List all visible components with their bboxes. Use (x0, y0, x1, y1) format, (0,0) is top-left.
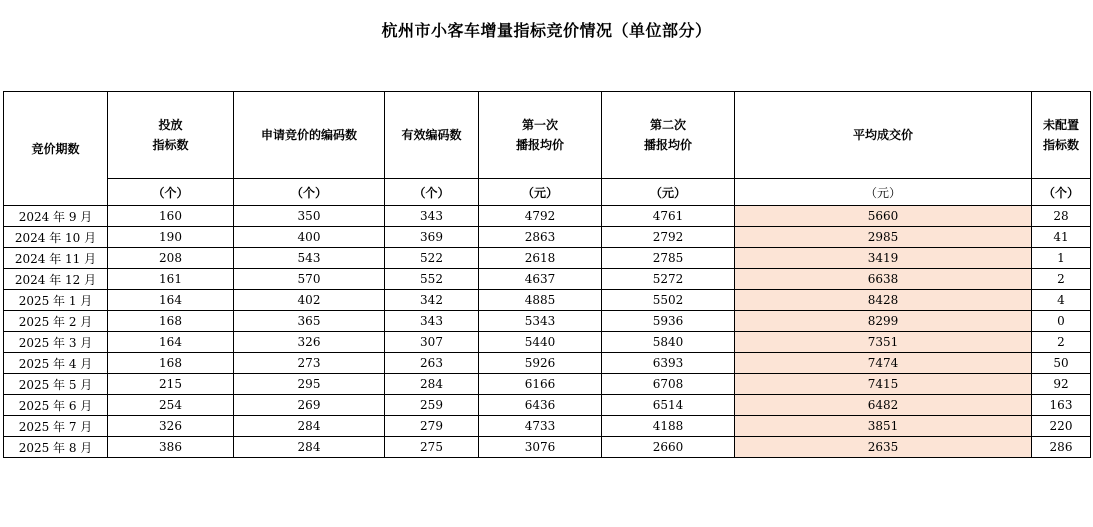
page-title: 杭州市小客车增量指标竞价情况（单位部分） (381, 21, 712, 40)
table-row (4, 353, 1091, 374)
cell-second-avg: 2785 (602, 248, 735, 269)
cell-period: 2025 年 2 月 (4, 311, 108, 332)
cell-period: 2024 年 10 月 (4, 227, 108, 248)
cell-first-avg: 4733 (479, 416, 602, 437)
cell-period: 2024 年 12 月 (4, 269, 108, 290)
cell-valid: 342 (385, 290, 479, 311)
cell-valid: 552 (385, 269, 479, 290)
table-body (4, 206, 1091, 458)
cell-unallocated: 1 (1032, 248, 1091, 269)
cell-unallocated: 2 (1032, 332, 1091, 353)
cell-avg-price: 7415 (735, 374, 1032, 395)
cell-second-avg: 4188 (602, 416, 735, 437)
table-row (4, 374, 1091, 395)
cell-valid: 263 (385, 353, 479, 374)
cell-quota: 386 (108, 437, 234, 458)
cell-avg-price: 8428 (735, 290, 1032, 311)
cell-first-avg: 6436 (479, 395, 602, 416)
cell-second-avg: 5272 (602, 269, 735, 290)
cell-avg-price: 8299 (735, 311, 1032, 332)
cell-valid: 522 (385, 248, 479, 269)
cell-avg-price: 3851 (735, 416, 1032, 437)
cell-second-avg: 5936 (602, 311, 735, 332)
cell-applied: 284 (234, 437, 385, 458)
table-row (4, 206, 1091, 227)
cell-valid: 284 (385, 374, 479, 395)
cell-applied: 570 (234, 269, 385, 290)
cell-second-avg: 6514 (602, 395, 735, 416)
cell-period: 2024 年 11 月 (4, 248, 108, 269)
cell-period: 2025 年 1 月 (4, 290, 108, 311)
cell-second-avg: 5502 (602, 290, 735, 311)
header-avg-price: 平均成交价 (735, 92, 1032, 179)
cell-period: 2025 年 6 月 (4, 395, 108, 416)
cell-quota: 254 (108, 395, 234, 416)
unit-avg-price: （元） (735, 179, 1032, 206)
cell-unallocated: 41 (1032, 227, 1091, 248)
cell-first-avg: 4885 (479, 290, 602, 311)
table-row (4, 416, 1091, 437)
cell-second-avg: 6393 (602, 353, 735, 374)
cell-unallocated: 92 (1032, 374, 1091, 395)
cell-period: 2025 年 4 月 (4, 353, 108, 374)
cell-second-avg: 6708 (602, 374, 735, 395)
cell-applied: 543 (234, 248, 385, 269)
cell-quota: 164 (108, 332, 234, 353)
header-period: 竞价期数 (4, 92, 108, 206)
unit-valid: （个） (385, 179, 479, 206)
cell-quota: 168 (108, 353, 234, 374)
unit-quota: （个） (108, 179, 234, 206)
cell-applied: 284 (234, 416, 385, 437)
cell-first-avg: 5440 (479, 332, 602, 353)
cell-valid: 343 (385, 311, 479, 332)
cell-applied: 295 (234, 374, 385, 395)
header-row (4, 92, 1091, 179)
table-row (4, 332, 1091, 353)
header-applied: 申请竞价的编码数 (234, 92, 385, 179)
cell-unallocated: 28 (1032, 206, 1091, 227)
cell-valid: 259 (385, 395, 479, 416)
cell-valid: 343 (385, 206, 479, 227)
cell-applied: 400 (234, 227, 385, 248)
cell-avg-price: 7474 (735, 353, 1032, 374)
header-valid: 有效编码数 (385, 92, 479, 179)
header-quota: 投放 指标数 (108, 92, 234, 179)
cell-period: 2025 年 7 月 (4, 416, 108, 437)
cell-avg-price: 3419 (735, 248, 1032, 269)
cell-avg-price: 7351 (735, 332, 1032, 353)
cell-first-avg: 5926 (479, 353, 602, 374)
cell-quota: 215 (108, 374, 234, 395)
unit-second-avg: （元） (602, 179, 735, 206)
cell-unallocated: 4 (1032, 290, 1091, 311)
cell-unallocated: 286 (1032, 437, 1091, 458)
cell-valid: 279 (385, 416, 479, 437)
cell-first-avg: 3076 (479, 437, 602, 458)
unit-applied: （个） (234, 179, 385, 206)
cell-second-avg: 4761 (602, 206, 735, 227)
table-row (4, 290, 1091, 311)
cell-second-avg: 5840 (602, 332, 735, 353)
cell-avg-price: 2635 (735, 437, 1032, 458)
header-unallocated: 未配置 指标数 (1032, 92, 1091, 179)
auction-table (3, 91, 1091, 458)
cell-applied: 269 (234, 395, 385, 416)
cell-avg-price: 2985 (735, 227, 1032, 248)
cell-applied: 350 (234, 206, 385, 227)
cell-second-avg: 2660 (602, 437, 735, 458)
cell-applied: 326 (234, 332, 385, 353)
cell-quota: 168 (108, 311, 234, 332)
table-row (4, 227, 1091, 248)
cell-period: 2025 年 3 月 (4, 332, 108, 353)
cell-avg-price: 6638 (735, 269, 1032, 290)
cell-valid: 369 (385, 227, 479, 248)
cell-valid: 307 (385, 332, 479, 353)
cell-period: 2024 年 9 月 (4, 206, 108, 227)
table-row (4, 311, 1091, 332)
cell-unallocated: 163 (1032, 395, 1091, 416)
unit-row (4, 179, 1091, 206)
cell-applied: 402 (234, 290, 385, 311)
cell-unallocated: 220 (1032, 416, 1091, 437)
cell-first-avg: 6166 (479, 374, 602, 395)
cell-avg-price: 6482 (735, 395, 1032, 416)
cell-quota: 208 (108, 248, 234, 269)
cell-quota: 160 (108, 206, 234, 227)
cell-period: 2025 年 8 月 (4, 437, 108, 458)
cell-first-avg: 2863 (479, 227, 602, 248)
cell-valid: 275 (385, 437, 479, 458)
table-row (4, 269, 1091, 290)
cell-unallocated: 0 (1032, 311, 1091, 332)
cell-first-avg: 2618 (479, 248, 602, 269)
cell-quota: 190 (108, 227, 234, 248)
table-row (4, 395, 1091, 416)
cell-first-avg: 4792 (479, 206, 602, 227)
cell-second-avg: 2792 (602, 227, 735, 248)
cell-quota: 161 (108, 269, 234, 290)
cell-first-avg: 5343 (479, 311, 602, 332)
cell-quota: 326 (108, 416, 234, 437)
table-row (4, 248, 1091, 269)
header-first-avg: 第一次 播报均价 (479, 92, 602, 179)
cell-applied: 273 (234, 353, 385, 374)
unit-unallocated: （个） (1032, 179, 1091, 206)
table-row (4, 437, 1091, 458)
cell-avg-price: 5660 (735, 206, 1032, 227)
cell-period: 2025 年 5 月 (4, 374, 108, 395)
unit-first-avg: （元） (479, 179, 602, 206)
cell-quota: 164 (108, 290, 234, 311)
header-second-avg: 第二次 播报均价 (602, 92, 735, 179)
cell-unallocated: 50 (1032, 353, 1091, 374)
cell-first-avg: 4637 (479, 269, 602, 290)
cell-applied: 365 (234, 311, 385, 332)
cell-unallocated: 2 (1032, 269, 1091, 290)
